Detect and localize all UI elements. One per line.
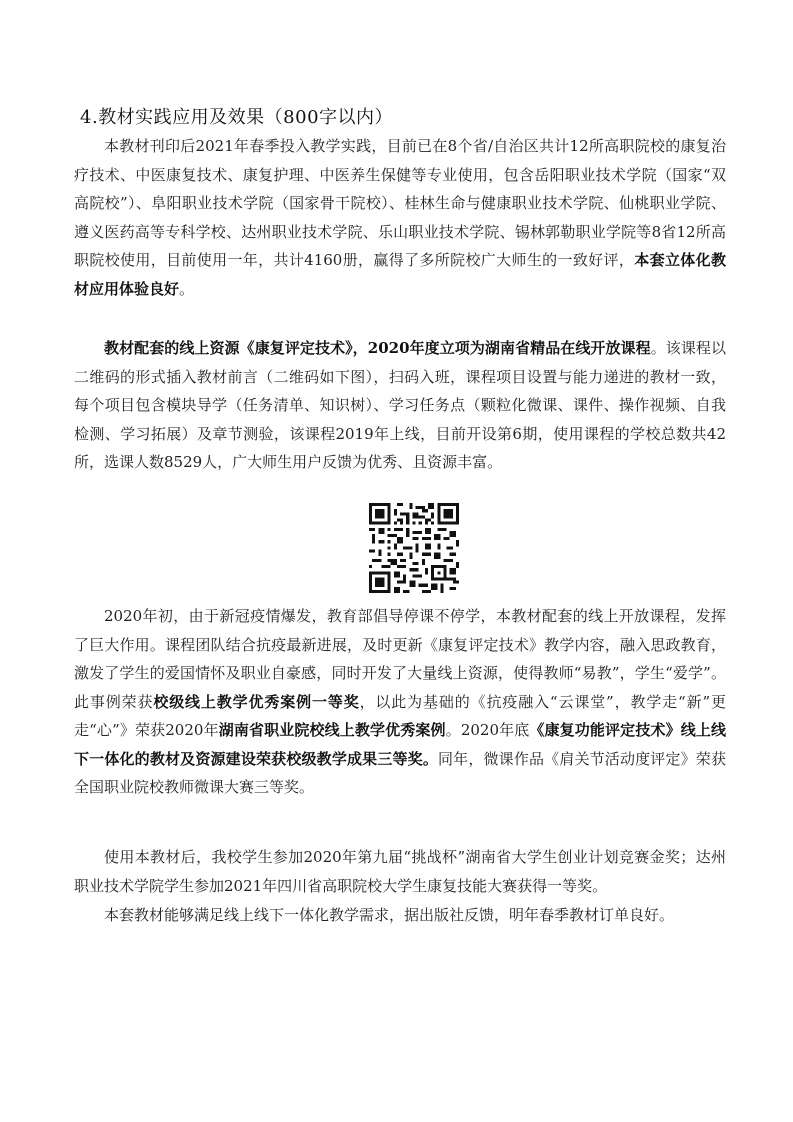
p3-text-g: 同年，微课作品《肩关节活动度评定》荣获全国职业院校教师微课大赛三等奖。 (74, 749, 726, 796)
qr-code-image (369, 503, 459, 593)
p3-text-e: 。2020年底 (445, 721, 530, 739)
p2-bold: 教材配套的线上资源《康复评定技术》，2020年度立项为湖南省精品在线开放课程 (104, 339, 651, 357)
p1-bold: 本套立体化教材应用体验良好 (74, 251, 726, 298)
paragraph-online-course (74, 334, 726, 477)
p3-text-a: 2020年初，由于新冠疫情爆发，教育部倡导停课不停学，本教材配套的线上开放课程，发挥了巨大作用。课程团队结合抗疫最新进展，及时更新《康复评定技术》教学内容，融入思政教育，激发了学生的爱国情怀及职业自豪感，同时开发了大量线上资源，使得教师“易教”，学生“爱学”。此事例荣获 (74, 607, 726, 711)
p4-text: 使用本教材后，我校学生参加2020年第九届“挑战杯”湖南省大学生创业计划竞赛金奖；达州职业技术学院学生参加2021年四川省高职院校大学生康复技能大赛获得一等奖。 (74, 848, 726, 895)
p3-bold-b: 校级线上教学优秀案例一等奖 (153, 692, 360, 711)
paragraph-covid-teaching (74, 602, 726, 802)
p2-text: 。该课程以二维码的形式插入教材前言（二维码如下图），扫码入班，课程项目设置与能力递进的教材一致，每个项目包含模块导学（任务清单、知识树）、学习任务点（颗粒化微课、课件、操作视频、自我检测、学习拓展）及章节测验，该课程2019年上线，目前开设第6期，使用课程的学校总数共42所，选课人数8529人，广大师生用户反馈为优秀、且资源丰富。 (74, 339, 726, 471)
p1-text: 本教材刊印后2021年春季投入教学实践，目前已在8个省/自治区共计12所高职院校的康复治疗技术、中医康复技术、康复护理、中医养生保健等专业使用，包含岳阳职业技术学院（国家“双高院校”）、阜阳职业技术学院（国家骨干院校）、桂林生命与健康职业技术学院、仙桃职业学院、遵义医药高等专科学校、达州职业技术学院、乐山职业技术学院、锡林郭勒职业学院等8省12所高职院校使用，目前使用一年，共计4160册，赢得了多所院校广大师生的一致好评， (74, 137, 726, 269)
paragraph-student-awards (74, 843, 726, 900)
paragraph-adoption (74, 132, 726, 303)
p3-bold-d: 湖南省职业院校线上教学优秀案例 (218, 721, 446, 739)
paragraph-feedback (74, 901, 726, 930)
p5-text: 本套教材能够满足线上线下一体化教学需求，据出版社反馈，明年春季教材订单良好。 (104, 906, 675, 924)
p3-text-c: ，以此为基础的《抗疫融入“云课堂”，教学走“新”更走“心”》荣获2020年 (74, 692, 726, 739)
section-title: 4.教材实践应用及效果（800字以内） (80, 107, 394, 128)
p1-end: 。 (179, 279, 195, 298)
p3-bold-f: 《康复功能评定技术》线上线下一体化的教材及资源建设荣获校级教学成果三等奖。 (74, 721, 726, 768)
